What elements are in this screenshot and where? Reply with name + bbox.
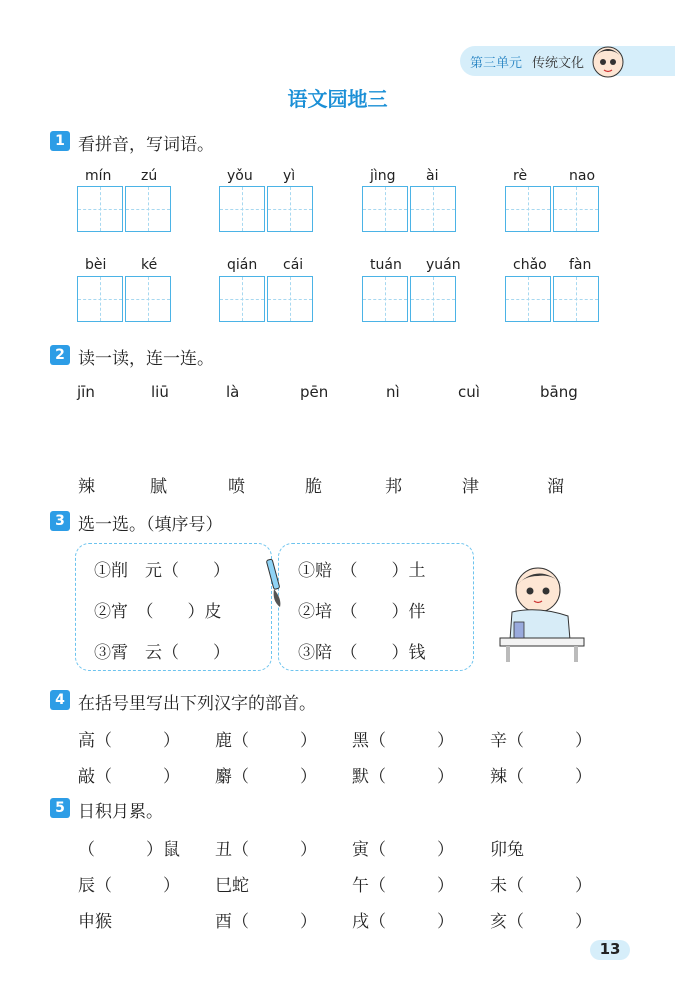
question-4-number: 4 bbox=[50, 690, 70, 710]
matching-character: 脆 bbox=[305, 477, 322, 497]
pinyin-syllable: chǎo bbox=[513, 257, 547, 273]
question-3-number: 3 bbox=[50, 511, 70, 531]
radical-item: 鹿（ ） bbox=[215, 731, 317, 751]
unit-label: 第三单元 bbox=[470, 56, 523, 71]
question-4-text: 在括号里写出下列汉字的部首。 bbox=[78, 694, 316, 714]
matching-character: 辣 bbox=[78, 477, 95, 497]
choice-left-2: ②宵 （ ）皮 bbox=[94, 602, 222, 622]
mascot-face-icon bbox=[590, 40, 626, 80]
matching-pinyin: bāng bbox=[540, 383, 578, 401]
zodiac-item: 酉（ ） bbox=[215, 912, 317, 932]
radical-item: 辛（ ） bbox=[490, 731, 592, 751]
unit-topic: 传统文化 bbox=[532, 56, 585, 71]
zodiac-item: 申猴 bbox=[78, 912, 112, 932]
zodiac-item: 未（ ） bbox=[490, 876, 592, 896]
matching-character: 溜 bbox=[547, 477, 564, 497]
writing-box[interactable] bbox=[410, 186, 456, 232]
writing-box[interactable] bbox=[125, 186, 171, 232]
matching-character: 津 bbox=[462, 477, 479, 497]
pinyin-syllable: rè bbox=[513, 168, 528, 184]
question-3-text: 选一选。（填序号） bbox=[78, 515, 223, 535]
radical-item: 黑（ ） bbox=[352, 731, 454, 751]
writing-box[interactable] bbox=[505, 186, 551, 232]
matching-pinyin: nì bbox=[386, 383, 400, 401]
zodiac-item: 戌（ ） bbox=[352, 912, 454, 932]
radical-item: 敲（ ） bbox=[78, 767, 180, 787]
question-1-number: 1 bbox=[50, 131, 70, 151]
question-1-text: 看拼音，写词语。 bbox=[78, 135, 214, 155]
matching-character: 喷 bbox=[228, 477, 245, 497]
choice-right-1: ①赔 （ ）土 bbox=[298, 561, 426, 581]
pinyin-syllable: qián bbox=[227, 257, 258, 273]
pinyin-syllable: yuán bbox=[426, 257, 461, 273]
radical-item: 辣（ ） bbox=[490, 767, 592, 787]
pinyin-syllable: mín bbox=[85, 168, 112, 184]
writing-box[interactable] bbox=[505, 276, 551, 322]
matching-pinyin: jīn bbox=[77, 383, 95, 401]
writing-box[interactable] bbox=[267, 276, 313, 322]
brush-icon bbox=[260, 557, 288, 609]
writing-box[interactable] bbox=[362, 186, 408, 232]
zodiac-item: 寅（ ） bbox=[352, 840, 454, 860]
matching-character: 腻 bbox=[150, 477, 167, 497]
page-number: 13 bbox=[599, 940, 621, 958]
writing-box[interactable] bbox=[553, 276, 599, 322]
pinyin-syllable: fàn bbox=[569, 257, 592, 273]
matching-pinyin: liū bbox=[151, 383, 169, 401]
matching-pinyin: cuì bbox=[458, 383, 480, 401]
writing-box[interactable] bbox=[219, 186, 265, 232]
matching-character: 邦 bbox=[385, 477, 402, 497]
writing-box[interactable] bbox=[362, 276, 408, 322]
zodiac-item: 午（ ） bbox=[352, 876, 454, 896]
radical-item: 高（ ） bbox=[78, 731, 180, 751]
zodiac-item: 卯兔 bbox=[490, 840, 524, 860]
choice-right-3: ③陪 （ ）钱 bbox=[298, 643, 426, 663]
zodiac-item: 巳蛇 bbox=[215, 876, 249, 896]
zodiac-item: 亥（ ） bbox=[490, 912, 592, 932]
writing-box[interactable] bbox=[410, 276, 456, 322]
pinyin-syllable: zú bbox=[141, 168, 158, 184]
pinyin-syllable: yǒu bbox=[227, 168, 253, 184]
child-writing-illustration-icon bbox=[490, 560, 590, 665]
matching-pinyin: là bbox=[226, 383, 240, 401]
zodiac-item: 辰（ ） bbox=[78, 876, 180, 896]
writing-box[interactable] bbox=[77, 276, 123, 322]
pinyin-syllable: ké bbox=[141, 257, 158, 273]
zodiac-item: 丑（ ） bbox=[215, 840, 317, 860]
choice-left-3: ③霄 云（ ） bbox=[94, 643, 230, 663]
matching-pinyin: pēn bbox=[300, 383, 329, 401]
pinyin-syllable: nao bbox=[569, 168, 596, 184]
pinyin-syllable: bèi bbox=[85, 257, 107, 273]
choice-left-1: ①削 元（ ） bbox=[94, 561, 230, 581]
writing-box[interactable] bbox=[267, 186, 313, 232]
pinyin-syllable: jìng bbox=[370, 168, 396, 184]
question-2-text: 读一读，连一连。 bbox=[78, 349, 214, 369]
pinyin-syllable: cái bbox=[283, 257, 304, 273]
unit-header bbox=[470, 52, 594, 71]
writing-box[interactable] bbox=[219, 276, 265, 322]
page-title: 语文园地三 bbox=[287, 87, 388, 111]
pinyin-syllable: tuán bbox=[370, 257, 402, 273]
pinyin-syllable: ài bbox=[426, 168, 439, 184]
pinyin-syllable: yì bbox=[283, 168, 296, 184]
writing-box[interactable] bbox=[125, 276, 171, 322]
question-5-number: 5 bbox=[50, 798, 70, 818]
zodiac-item: （ ）鼠 bbox=[78, 840, 180, 860]
choice-right-2: ②培 （ ）伴 bbox=[298, 602, 426, 622]
writing-box[interactable] bbox=[77, 186, 123, 232]
question-2-number: 2 bbox=[50, 345, 70, 365]
writing-box[interactable] bbox=[553, 186, 599, 232]
radical-item: 默（ ） bbox=[352, 767, 454, 787]
question-5-text: 日积月累。 bbox=[78, 802, 163, 822]
radical-item: 麝（ ） bbox=[215, 767, 317, 787]
